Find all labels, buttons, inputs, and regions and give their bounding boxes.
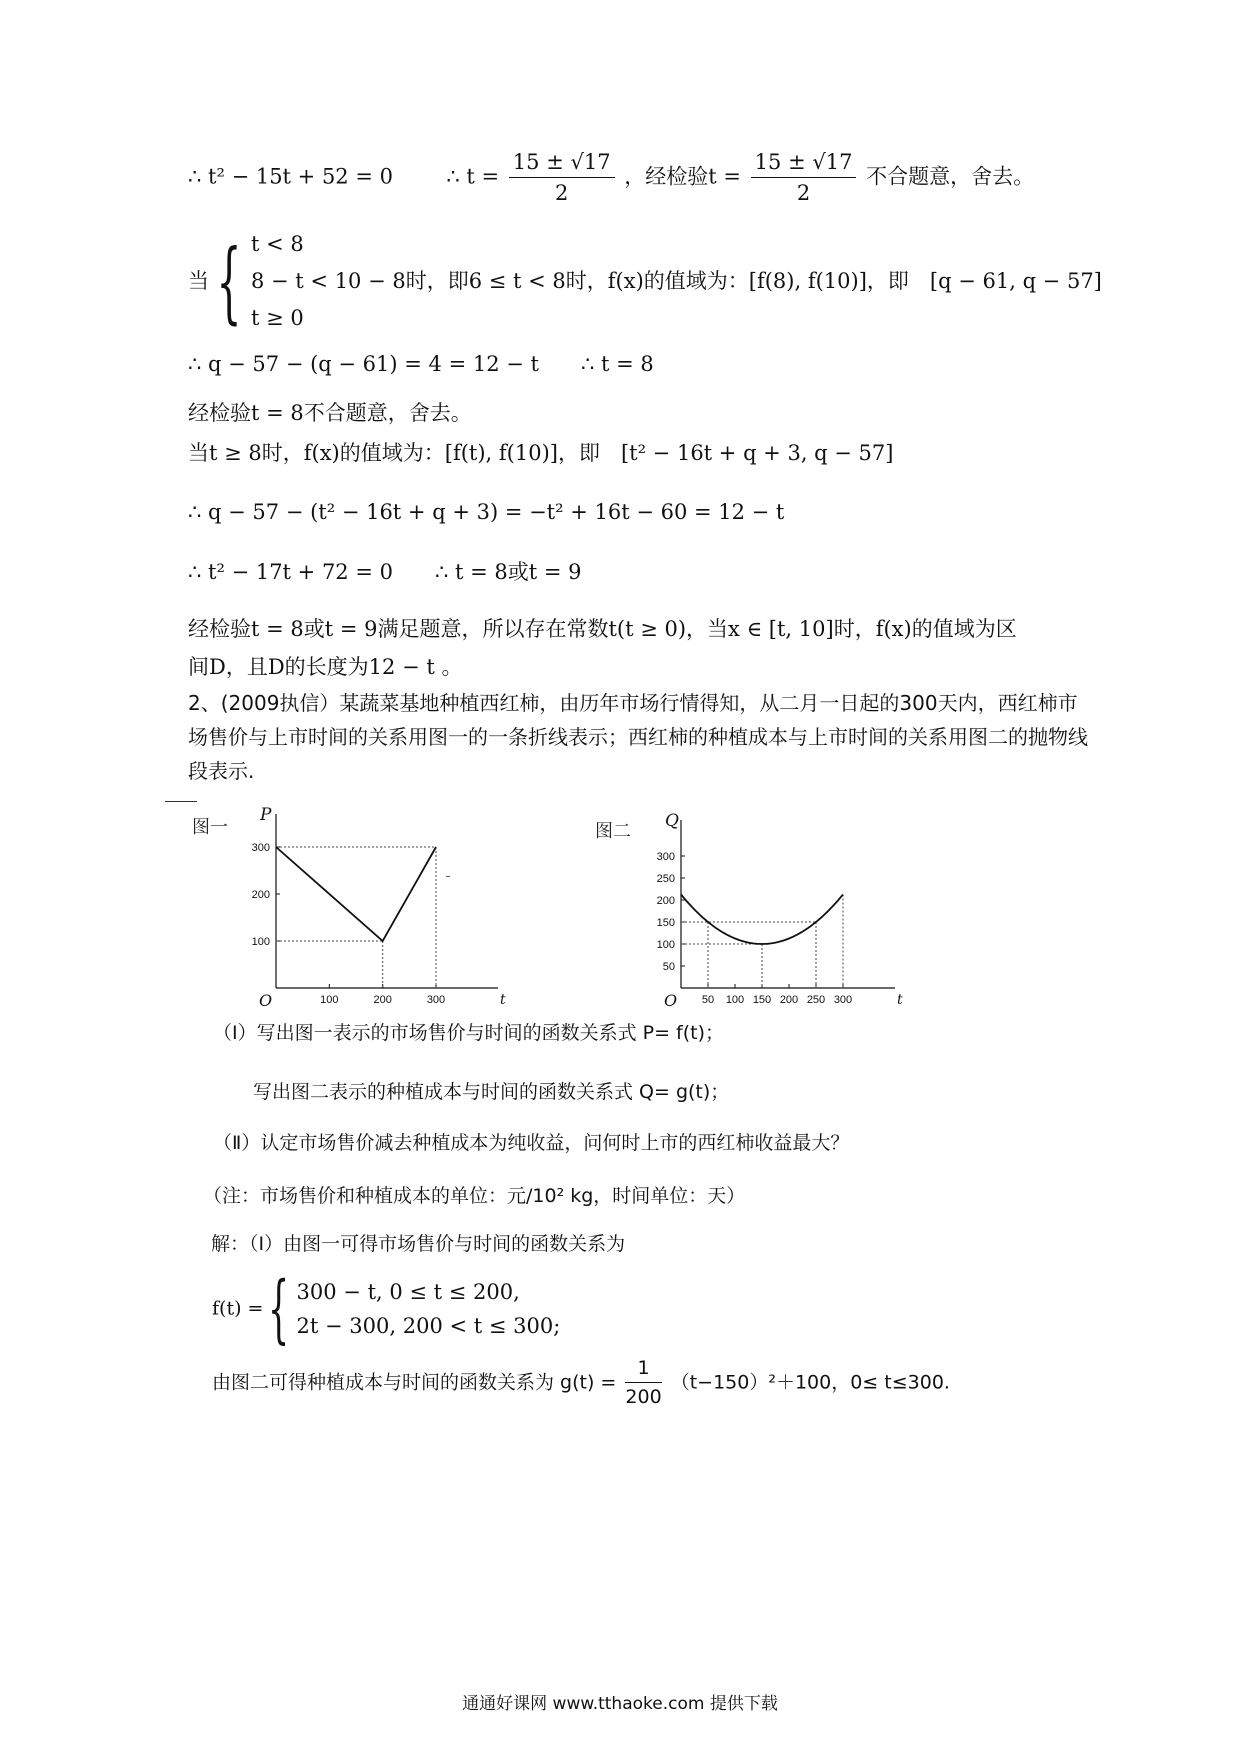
x-tick-label: 200 bbox=[373, 994, 392, 1006]
equation-line-1 bbox=[188, 150, 1034, 206]
g-prefix: 由图二可得种植成本与时间的函数关系为 g(t) = bbox=[212, 1371, 617, 1394]
y-tick-label: 100 bbox=[656, 939, 675, 951]
y-tick-label: 300 bbox=[656, 851, 675, 863]
left-brace-f: { bbox=[268, 1266, 290, 1352]
problem-statement: 2、(2009执信）某蔬菜基地种植西红柿，由历年市场行情得知，从二月一日起的300天内，西红柿市场售价与上市时间的关系用图一的一条折线表示；西红柿的种植成本与上市时间的关系用图二的抛物线段表示. bbox=[188, 691, 1088, 783]
text-line-9: 间D，且D的长度为12 − t 。 bbox=[188, 655, 463, 679]
g-suffix: （t−150）²＋100，0≤ t≤300. bbox=[670, 1371, 950, 1394]
x-tick-label: 250 bbox=[806, 994, 826, 1006]
y-tick-label: 200 bbox=[656, 895, 675, 907]
units-note: （注：市场售价和种植成本的单位：元/10² kg，时间单位：天） bbox=[203, 1185, 746, 1207]
piecewise-f bbox=[212, 1266, 561, 1352]
x-tick-label: 100 bbox=[725, 994, 745, 1006]
chart-title: 图二 bbox=[595, 821, 631, 842]
origin-label: O bbox=[664, 991, 678, 1010]
solution-label: ∴ t = bbox=[446, 164, 500, 189]
x-axis-label: t bbox=[897, 992, 903, 1008]
x-axis-label: t bbox=[500, 992, 506, 1008]
y-tick-label: 200 bbox=[251, 889, 270, 901]
case-row-3: t ≥ 0 bbox=[251, 306, 304, 330]
figure-2-plot bbox=[595, 811, 903, 1010]
reject-text: 不合题意，舍去。 bbox=[866, 164, 1035, 189]
y-axis-label: Q bbox=[665, 811, 679, 831]
left-brace: { bbox=[216, 229, 242, 333]
quadratic-equation: ∴ t² − 15t + 52 = 0 bbox=[188, 164, 393, 189]
x-tick-label: 50 bbox=[701, 994, 715, 1006]
question-1b: 写出图二表示的种植成本与时间的函数关系式 Q= g(t)； bbox=[253, 1081, 730, 1103]
figure-1-plot bbox=[192, 805, 506, 1010]
x-tick-label: 150 bbox=[752, 994, 772, 1006]
origin-label: O bbox=[259, 991, 273, 1010]
cost-parabola bbox=[681, 895, 843, 945]
equation-line-7: ∴ t² − 17t + 72 = 0 ∴ t = 8或t = 9 bbox=[188, 560, 582, 584]
price-polyline bbox=[276, 847, 436, 941]
text-line-5: 当t ≥ 8时，f(x)的值域为：[f(t), f(10)]，即 [t² − 16t + q + 3, q − 57] bbox=[188, 441, 894, 465]
equation-line-6: ∴ q − 57 − (t² − 16t + q + 3) = −t² + 16t − 60 = 12 − t bbox=[188, 500, 785, 524]
y-tick-label: 150 bbox=[656, 917, 675, 929]
y-tick-label: 300 bbox=[251, 842, 270, 854]
case-label: 当 bbox=[188, 268, 209, 293]
case-rows bbox=[251, 226, 1102, 337]
x-tick-label: 200 bbox=[779, 994, 799, 1006]
case-system-1 bbox=[188, 226, 1102, 337]
text-line-4: 经检验t = 8不合题意，舍去。 bbox=[188, 401, 472, 425]
footer: 通通好课网 www.tthaoke.com 提供下载 bbox=[462, 1694, 778, 1714]
solution-intro: 解：（Ⅰ）由图一可得市场售价与时间的函数关系为 bbox=[211, 1233, 626, 1255]
x-tick-label: 100 bbox=[320, 994, 339, 1006]
question-1a: （Ⅰ）写出图一表示的市场售价与时间的函数关系式 P= f(t)； bbox=[213, 1022, 725, 1044]
x-tick-label: 300 bbox=[426, 994, 446, 1006]
figure-2-chart bbox=[585, 808, 915, 1018]
question-2: （Ⅱ）认定市场售价减去种植成本为纯收益，问何时上市的西红柿收益最大？ bbox=[213, 1132, 850, 1154]
check-label: ，经检验t = bbox=[624, 164, 741, 189]
f-row-2: 2t − 300, 200 < t ≤ 300; bbox=[296, 1314, 561, 1338]
y-tick-label: 250 bbox=[656, 873, 675, 885]
case-row-2: 8 − t < 10 − 8时，即6 ≤ t < 8时，f(x)的值域为：[f(8), f(10)]，即 [q − 61, q − 57] bbox=[251, 269, 1102, 293]
y-tick-label: 100 bbox=[251, 936, 270, 948]
fraction-root-2: $\frac{15 \pm √17}{2}$ bbox=[751, 150, 857, 206]
text-line-8: 经检验t = 8或t = 9满足题意，所以存在常数t(t ≥ 0)，当x ∈ [t, 10]时，f(x)的值域为区 bbox=[188, 617, 1017, 641]
g-fraction: $\frac{1}{200}$ bbox=[625, 1357, 662, 1408]
equation-line-3: ∴ q − 57 − (q − 61) = 4 = 12 − t ∴ t = 8 bbox=[188, 352, 654, 376]
case-row-1: t < 8 bbox=[251, 232, 304, 256]
y-axis-label: P bbox=[260, 805, 272, 825]
f-rows bbox=[297, 1275, 561, 1343]
g-function-line bbox=[212, 1357, 950, 1409]
figure-1-chart bbox=[180, 800, 520, 1015]
chart-title: 图一 bbox=[192, 817, 228, 838]
f-label: f(t) = bbox=[212, 1297, 264, 1320]
x-tick-label: 300 bbox=[833, 994, 853, 1006]
y-tick-label: 50 bbox=[662, 961, 675, 973]
fraction-root: $\frac{15 \pm √17}{2}$ bbox=[509, 150, 615, 206]
f-row-1: 300 − t, 0 ≤ t ≤ 200, bbox=[296, 1280, 520, 1304]
